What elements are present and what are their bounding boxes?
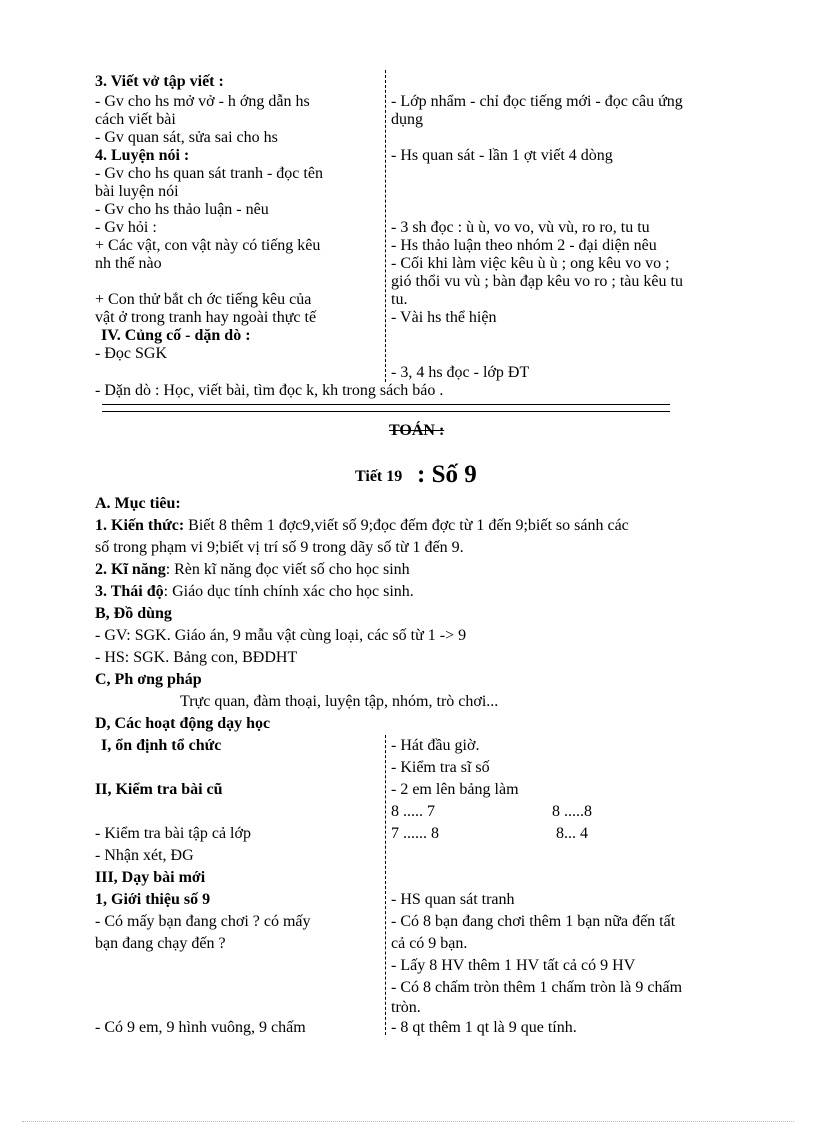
column-divider-bottom <box>385 735 386 1035</box>
right-text: - 3, 4 hs đọc - lớp ĐT <box>391 364 530 381</box>
compare-exercise: 7 ...... 8 <box>391 825 439 842</box>
section-heading: 3. Viết vở tập viết : <box>95 73 224 90</box>
right-text: - Hs thảo luận theo nhóm 2 - đại diện nêu <box>391 237 657 254</box>
lesson-title: : Số 9 <box>417 461 477 488</box>
right-text: gió thổi vu vù ; bàn đạp kêu vo ro ; tàu kêu tu <box>391 273 683 290</box>
left-text: - Kiểm tra bài tập cả lớp <box>95 825 251 842</box>
left-text: - Có 9 em, 9 hình vuông, 9 chấm <box>95 1019 306 1036</box>
left-text: + Các vật, con vật này có tiếng kêu <box>95 237 321 254</box>
left-text: bài luyện nói <box>95 183 179 200</box>
right-text: - Có 8 chấm tròn thêm 1 chấm tròn là 9 chấm <box>391 979 683 996</box>
right-text: tròn. <box>391 999 421 1016</box>
right-text: cả có 9 bạn. <box>391 935 468 952</box>
right-text: - Cối khi làm việc kêu ù ù ; ong kêu vo vo ; <box>391 255 670 272</box>
heading-activities: D, Các hoạt động dạy học <box>95 715 271 732</box>
left-text: bạn đang chạy đến ? <box>95 935 226 952</box>
double-separator <box>102 404 670 412</box>
heading-objectives: A. Mục tiêu: <box>95 495 181 512</box>
right-text: - Kiểm tra sĩ số <box>391 759 490 776</box>
left-text: - Gv cho hs mở vở - h ớng dẫn hs <box>95 93 310 110</box>
activity-heading: I, ổn định tổ chức <box>101 737 222 754</box>
attitude-label: 3. Thái độ <box>95 583 164 600</box>
left-text: vật ở trong tranh hay ngoài thực tế <box>95 309 317 326</box>
heading-methods: C, Ph ơng pháp <box>95 671 202 688</box>
right-text: - 2 em lên bảng làm <box>391 781 519 798</box>
section-heading: IV. Củng cố - dặn dò : <box>101 327 251 344</box>
right-text: tu. <box>391 291 408 308</box>
materials-teacher: - GV: SGK. Giáo án, 9 mẫu vật cùng loại, các số từ 1 -> 9 <box>95 627 467 644</box>
right-text: - 8 qt thêm 1 qt là 9 que tính. <box>391 1019 577 1036</box>
skill-text: : Rèn kĩ năng đọc viết số cho học sinh <box>165 561 410 578</box>
left-text: - Gv cho hs quan sát tranh - đọc tên <box>95 165 323 182</box>
left-text: + Con thử bắt ch ớc tiếng kêu của <box>95 291 312 308</box>
skill-line <box>95 561 410 579</box>
right-text: - 3 sh đọc : ù ù, vo vo, vù vù, ro ro, tu tu <box>391 219 650 236</box>
left-text: cách viết bài <box>95 111 176 128</box>
subject-title: TOÁN : <box>389 422 445 439</box>
materials-student: - HS: SGK. Bảng con, BĐDHT <box>95 649 298 666</box>
column-divider-top <box>385 70 386 382</box>
footer-note: - Dặn dò : Học, viết bài, tìm đọc k, kh trong sách báo . <box>95 382 444 399</box>
right-text: - Hs quan sát - lần 1 ợt viết 4 dòng <box>391 147 613 164</box>
left-text: - Gv quan sát, sửa sai cho hs <box>95 129 278 146</box>
attitude-text: : Giáo dục tính chính xác cho học sinh. <box>163 583 414 600</box>
lesson-label: Tiết 19 <box>355 468 403 485</box>
activity-heading: III, Dạy bài mới <box>95 869 206 886</box>
right-text: - Vài hs thể hiện <box>391 309 497 326</box>
compare-exercise: 8 ..... 7 <box>391 803 435 820</box>
knowledge-label: 1. Kiến thức: <box>95 517 185 534</box>
knowledge-text: Biết 8 thêm 1 đợc9,viết số 9;đọc đếm đợc từ 1 đến 9;biết so sánh các <box>184 517 629 534</box>
knowledge-text-2: số trong phạm vi 9;biết vị trí số 9 trong dãy số từ 1 đến 9. <box>95 539 464 556</box>
section-heading: 4. Luyện nói : <box>95 147 190 164</box>
left-text: - Gv cho hs thảo luận - nêu <box>95 201 269 218</box>
right-text: - HS quan sát tranh <box>391 891 515 908</box>
page-bottom-border <box>22 1121 794 1122</box>
left-text: - Gv hỏi : <box>95 219 157 236</box>
right-text: - Hát đầu giờ. <box>391 737 480 754</box>
compare-exercise: 8... 4 <box>556 825 588 842</box>
knowledge-line <box>95 517 629 535</box>
skill-label: 2. Kĩ năng <box>95 561 166 578</box>
left-text: - Có mấy bạn đang chơi ? có mấy <box>95 913 311 930</box>
right-text: - Có 8 bạn đang chơi thêm 1 bạn nữa đến tất <box>391 913 676 930</box>
compare-exercise: 8 .....8 <box>552 803 592 820</box>
activity-heading: II, Kiểm tra bài cũ <box>95 781 223 798</box>
left-text: nh thế nào <box>95 255 162 272</box>
methods-text: Trực quan, đàm thoại, luyện tập, nhóm, trò chơi... <box>180 693 499 710</box>
heading-materials: B, Đồ dùng <box>95 605 172 622</box>
right-text: dụng <box>391 111 423 128</box>
activity-heading: 1, Giới thiệu số 9 <box>95 891 211 908</box>
attitude-line <box>95 583 414 601</box>
right-text: - Lớp nhẩm - chỉ đọc tiếng mới - đọc câu ứng <box>391 93 683 110</box>
right-text: - Lấy 8 HV thêm 1 HV tất cả có 9 HV <box>391 957 636 974</box>
left-text: - Đọc SGK <box>95 345 167 362</box>
left-text: - Nhận xét, ĐG <box>95 847 194 864</box>
